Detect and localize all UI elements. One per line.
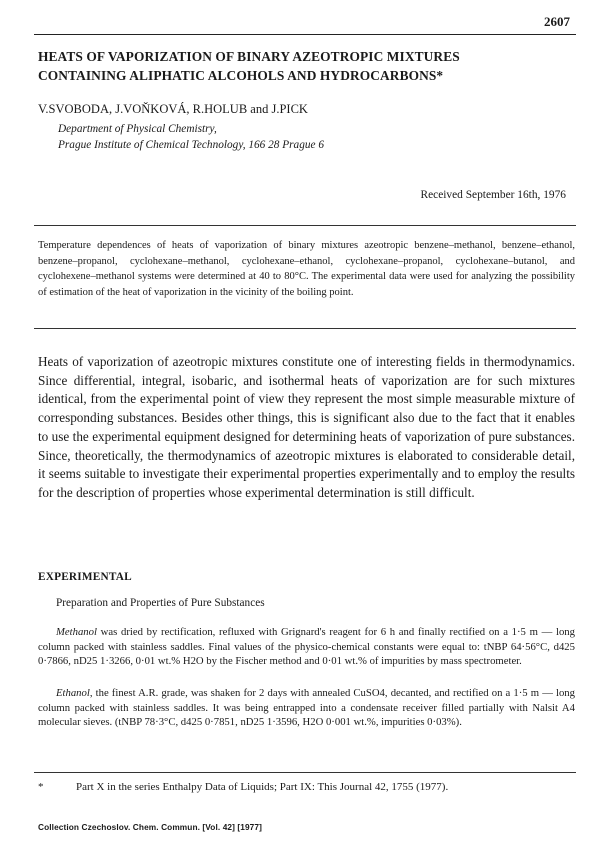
title-line-1: HEATS OF VAPORIZATION OF BINARY AZEOTROPIC MIXTURES bbox=[38, 49, 460, 64]
journal-citation: Collection Czechoslov. Chem. Commun. [Vol. 42] [1977] bbox=[38, 822, 262, 832]
ethanol-paragraph bbox=[38, 686, 575, 730]
subsection-heading: Preparation and Properties of Pure Substances bbox=[56, 597, 265, 609]
section-heading-experimental: EXPERIMENTAL bbox=[38, 571, 132, 583]
footnote bbox=[38, 781, 448, 793]
title-line-2: CONTAINING ALIPHATIC ALCOHOLS AND HYDROCARBONS* bbox=[38, 68, 444, 83]
affiliation-line-1: Department of Physical Chemistry, bbox=[58, 123, 217, 135]
methanol-paragraph bbox=[38, 625, 575, 669]
received-date: Received September 16th, 1976 bbox=[420, 189, 566, 201]
footnote-mark: * bbox=[38, 781, 44, 793]
page-number: 2607 bbox=[544, 14, 570, 29]
affiliation bbox=[58, 122, 324, 153]
ethanol-lead: Ethanol bbox=[56, 687, 90, 699]
top-rule bbox=[34, 34, 576, 35]
ethanol-text: , the finest A.R. grade, was shaken for 2 days with annealed CuSO4, decanted, and rectified on a 1·5 m — long column packed with stainless saddles. It was being entrapped into a condensate receiver filled partially with Nalsit A4 molecular sieves. (tNBP 78·3°C, d425 0·7851, nD25 1·3596, H2O 0·001 wt.%, impurities 0·03%). bbox=[38, 687, 575, 729]
footnote-text: Part X in the series Enthalpy Data of Liquids; Part IX: This Journal 42, 1755 (1977). bbox=[76, 781, 449, 793]
abstract: Temperature dependences of heats of vaporization of binary mixtures azeotropic benzene–methanol, benzene–ethanol, benzene–propanol, cyclohexane–methanol, cyclohexane–ethanol, cyclohexane–propanol, cyclohexane–butanol, and cyclohexene–methanol systems were determined at 40 to 80°C. The experimental data were used for analyzing the possibility of estimation of the heat of vaporization in the vicinity of the boiling point. bbox=[38, 240, 575, 298]
introduction-paragraph: Heats of vaporization of azeotropic mixtures constitute one of interesting fields in thermodynamics. Since differential, integral, isobaric, and isothermal heats of vaporization are for such mixtures identical, from the experimental point of view they represent the most simple measurable mixture of corresponding substances. Besides other things, this is significant also due to the fact that it enables to use the experimental equipment designed for determining heats of vaporization of pure substances. Since, theoretically, the thermodynamics of azeotropic mixtures is elaborated to considerable detail, it seems suitable to investigate their experimental properties experimentally and to employ the results for the description of properties whose experimental determination is still difficult. bbox=[38, 354, 575, 500]
footnote-rule bbox=[34, 772, 576, 773]
authors: V.SVOBODA, J.VOŇKOVÁ, R.HOLUB and J.PICK bbox=[38, 102, 308, 116]
methanol-lead: Methanol bbox=[56, 626, 97, 638]
abstract-bottom-rule bbox=[34, 328, 576, 329]
methanol-text: was dried by rectification, refluxed with Grignard's reagent for 6 h and finally rectified on a 1·5 m — long column packed with stainless saddles. Final values of the physico-chemical constants were equal to: tNBP 64·56°C, d425 0·7866, nD25 1·3266, 0·01 wt.% H2O by the Fischer method and 0·01 wt.% of impurities by mass spectrometer. bbox=[38, 626, 575, 668]
abstract-top-rule bbox=[34, 225, 576, 226]
article-title bbox=[38, 47, 578, 85]
affiliation-line-2: Prague Institute of Chemical Technology, 166 28 Prague 6 bbox=[58, 138, 324, 151]
